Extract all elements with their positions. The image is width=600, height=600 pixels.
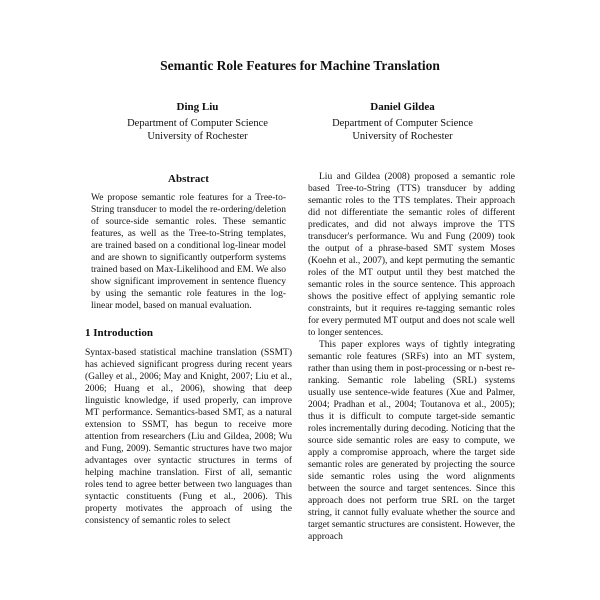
right-column-paragraph-2: This paper explores ways of tightly integrating semantic role features (SRFs) into an MT system, rather than using them in post-processing or n-best re-ranking. Semantic role labeling (SRL) systems usually use sentence-wide features (Xue and Palmer, 2004; Pradhan et al., 2004; Toutanova et al., 2005); thus it is difficult to compute target-side semantic roles incrementally during decoding. Noticing that the source side semantic roles are easy to compute, we apply a compromise approach, where the target side semantic roles are generated by projecting the source side semantic roles using the word alignments between the source and target sentences. Since this approach does not perform true SRL on the target string, it cannot fully evaluate whether the source and target semantic structures are consistent. However, the approach: [308, 340, 515, 542]
two-column-body: [85, 171, 515, 543]
author-university: University of Rochester: [352, 131, 453, 142]
authors-block: [95, 100, 505, 143]
author-affiliation: Department of Computer Science: [127, 118, 268, 129]
paper-title: Semantic Role Features for Machine Translation: [160, 58, 440, 73]
right-column: [308, 171, 515, 543]
author-name: Daniel Gildea: [370, 101, 435, 113]
author-block-2: [300, 100, 505, 143]
abstract-heading: Abstract: [168, 173, 209, 185]
right-column-paragraph-1: Liu and Gildea (2008) proposed a semantic role based Tree-to-String (TTS) transducer by adding semantic roles to the TTS templates. Their approach did not differentiate the semantic roles of different predicates, and did not always improve the TTS transducer's performance. Wu and Fung (2009) took the output of a phrase-based SMT system Moses (Koehn et al., 2007), and kept permuting the semantic roles of the MT output until they best matched the semantic roles in the source sentence. This approach shows the positive effect of applying semantic role constraints, but it requires re-tagging semantic roles for every permuted MT output and does not scale well to longer sentences.: [308, 172, 515, 338]
abstract-section: [85, 173, 292, 312]
abstract-text: We propose semantic role features for a Tree-to-String transducer to model the re-ordering/deletion of source-side semantic roles. These semantic features, as well as the Tree-to-String templates, are trained based on a conditional log-linear model and are shown to significantly outperform systems trained based on Max-Likelihood and EM. We also show significant improvement in sentence fluency by using the semantic role features in the log-linear model, based on manual evaluation.: [91, 193, 286, 311]
author-block-1: [95, 100, 300, 143]
author-affiliation: Department of Computer Science: [332, 118, 473, 129]
author-name: Ding Liu: [176, 101, 219, 113]
left-column: [85, 171, 292, 543]
section-heading-introduction: 1 Introduction: [85, 327, 153, 339]
introduction-paragraph: Syntax-based statistical machine translation (SSMT) has achieved significant progress during recent years (Galley et al., 2006; May and Knight, 2007; Liu et al., 2006; Huang et al., 2006), showing that deep linguistic knowledge, if used properly, can improve MT performance. Semantics-based SMT, as a natural extension to SSMT, has begun to receive more attention from researchers (Liu and Gildea, 2008; Wu and Fung, 2009). Semantic structures have two major advantages over syntactic structures in terms of helping machine translation. First of all, semantic roles tend to agree better between two languages than syntactic constituents (Fung et al., 2006). This property motivates the approach of using the consistency of semantic roles to select: [85, 348, 292, 526]
author-university: University of Rochester: [147, 131, 248, 142]
